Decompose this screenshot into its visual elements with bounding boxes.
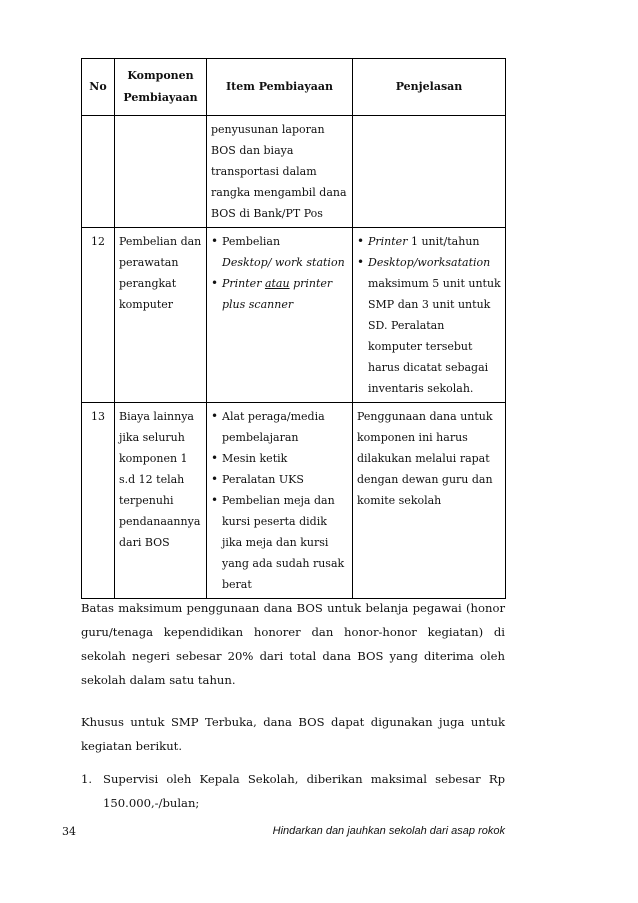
- paragraph-smp-terbuka: Khusus untuk SMP Terbuka, dana BOS dapat digunakan juga untuk kegiatan berikut.: [81, 715, 505, 753]
- cell-penjelasan: Penggunaan dana untuk komponen ini harus dilakukan melalui rapat dengan dewan guru dan komite sekolah: [353, 403, 506, 599]
- footer-title: Hindarkan dan jauhkan sekolah dari asap rokok: [272, 825, 505, 837]
- cell-item: [207, 228, 353, 403]
- cell-item: [207, 403, 353, 599]
- list-item: • Printer atau printer plus scanner: [211, 273, 348, 315]
- list-number: 1.: [81, 772, 93, 786]
- table-row: [82, 228, 506, 403]
- page-number: 34: [62, 825, 76, 838]
- list-item: • Printer 1 unit/tahun: [357, 231, 501, 252]
- cell-no: 13: [82, 403, 115, 599]
- header-penjelasan: Penjelasan: [353, 59, 506, 116]
- cell-no: [82, 116, 115, 228]
- list-item: • Pembelian meja dan kursi peserta didik jika meja dan kursi yang ada sudah rusak berat: [211, 490, 348, 595]
- cell-komponen: [115, 116, 207, 228]
- list-text: Supervisi oleh Kepala Sekolah, diberikan maksimal sebesar Rp 150.000,-/bulan;: [103, 772, 505, 810]
- cell-penjelasan: [353, 116, 506, 228]
- bos-table: [81, 58, 506, 599]
- list-item: • Pembelian Desktop/ work station: [211, 231, 348, 273]
- paragraph-honor: Batas maksimum penggunaan dana BOS untuk belanja pegawai (honor guru/tenaga kependidikan honorer dan honor-honor kegiatan) di sekolah negeri sebesar 20% dari total dana BOS yang diterima oleh sekolah dalam satu tahun.: [81, 601, 505, 687]
- cell-penjelasan: [353, 228, 506, 403]
- list-item: • Mesin ketik: [211, 448, 348, 469]
- cell-item: penyusunan laporan BOS dan biaya transportasi dalam rangka mengambil dana BOS di Bank/PT Pos: [207, 116, 353, 228]
- list-item: [81, 767, 505, 815]
- list-item: • Desktop/worksatation maksimum 5 unit untuk SMP dan 3 unit untuk SD. Peralatan komputer tersebut harus dicatat sebagai inventaris sekolah.: [357, 252, 501, 399]
- table-row: [82, 116, 506, 228]
- list-item: • Alat peraga/media pembelajaran: [211, 406, 348, 448]
- table-header-row: [82, 59, 506, 116]
- table-row: [82, 403, 506, 599]
- cell-no: 12: [82, 228, 115, 403]
- cell-komponen: Biaya lainnya jika seluruh komponen 1 s.d 12 telah terpenuhi pendanaannya dari BOS: [115, 403, 207, 599]
- header-item: Item Pembiayaan: [207, 59, 353, 116]
- header-komponen: Komponen Pembiayaan: [115, 59, 207, 116]
- list-item: • Peralatan UKS: [211, 469, 348, 490]
- header-no: No: [82, 59, 115, 116]
- cell-komponen: Pembelian dan perawatan perangkat komputer: [115, 228, 207, 403]
